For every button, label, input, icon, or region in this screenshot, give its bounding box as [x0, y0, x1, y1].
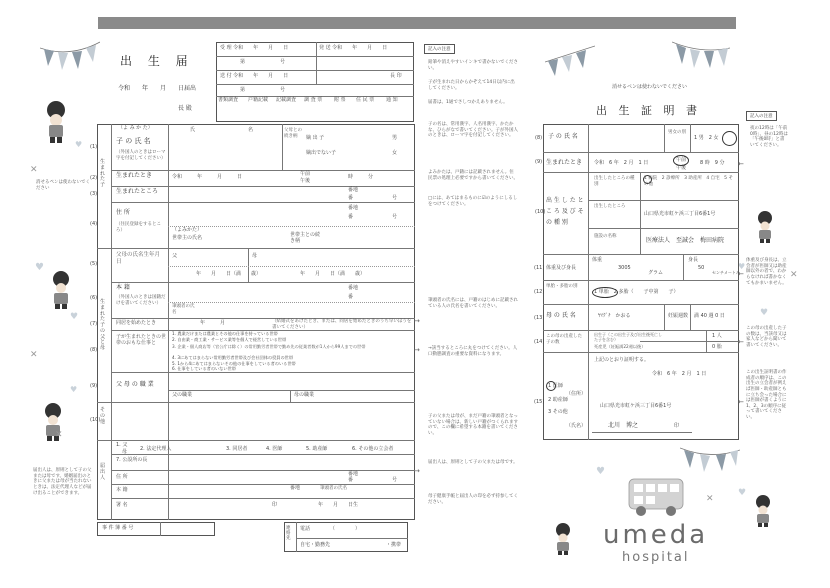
addressee: 長 殿: [178, 105, 192, 112]
cert-name-label: 子 の 氏 名: [548, 133, 578, 140]
guard-icon: [40, 100, 72, 144]
instruction-text: 鉛筆や消えやすいインキで書かないでください。: [428, 60, 518, 71]
reporter-option[interactable]: 1. 父: [116, 442, 128, 448]
arrow-icon: ←: [738, 270, 744, 278]
child-name-label: 子 の 氏 名: [116, 137, 151, 145]
case-number-label: 事 件 簿 番 号: [102, 525, 134, 531]
weight-key: 体重: [592, 257, 603, 263]
check-col: 書類調査: [218, 97, 239, 103]
check-col: 住 民 票: [356, 97, 375, 103]
check-col: 調 査 票: [304, 97, 323, 103]
gender-circle: [722, 131, 737, 146]
cert-gender-value[interactable]: 1 男 2 女: [694, 135, 719, 141]
bunting-decoration-right: [545, 44, 595, 80]
honseki-label: 本 籍: [116, 284, 130, 291]
banchi-label: 番地: [348, 205, 359, 211]
arrow-icon: ←: [738, 398, 744, 406]
arrow-icon: →: [414, 317, 420, 325]
banchi-label: 番地: [290, 485, 301, 491]
surname-col: 氏: [190, 127, 196, 133]
form-title: 出 生 届: [120, 54, 194, 68]
children-row: 死産児（妊娠満22週以後）: [594, 344, 646, 349]
bunting-decoration-right: [680, 446, 740, 478]
mother-name-label: 母 の 氏 名: [546, 312, 576, 319]
guard-icon: [750, 494, 776, 528]
yomikata-label: （よみかた）: [172, 227, 203, 233]
row-marker: (10): [90, 417, 101, 423]
instruction-text: 子の名は、常用漢字、人名用漢字、かたかな、ひらがなで書いてください。子が外国人のときは、ローマ字を付記してください。: [428, 122, 518, 139]
cert-note: 体重及び身長は、立会者が医師又は助産師以外の者で、わからなければ書かなくてもかまいません。: [746, 258, 787, 286]
mother-job-label: 母の職業: [294, 392, 315, 398]
gender-male[interactable]: 男: [392, 135, 398, 141]
relation-option-illegit[interactable]: 嫡出でない子: [306, 150, 337, 156]
instructions-label: 記入の注意: [424, 44, 455, 54]
doctor-circle: [546, 381, 556, 391]
occupation-option[interactable]: 5. 1から4にあてはまらないその他の仕事をしている者のいる世帯: [172, 361, 296, 366]
check-col: 記載調査: [276, 97, 297, 103]
cert-marker: (14): [534, 339, 545, 345]
section-other: そ の 他: [100, 407, 106, 425]
cert-gender-label: 男女の別: [668, 130, 686, 135]
reporter-address-label: 住 所: [116, 474, 128, 480]
birth-place-label: 生まれたところ: [116, 188, 159, 195]
relation-option-legit[interactable]: 嫡 出 子: [306, 135, 325, 141]
cert-name[interactable]: 北川 博之: [608, 422, 639, 429]
ban-label: 番: [348, 214, 354, 220]
pm-option[interactable]: 午後: [300, 178, 311, 184]
sparkle-icon: ✕: [30, 165, 38, 175]
facility-value[interactable]: 医療法人 至誠会 梅田病院: [646, 237, 725, 244]
children-label: この母の出産した子の数: [546, 334, 582, 345]
guard-icon: [550, 522, 576, 556]
multi-value[interactable]: 1 単胎 2 多胎（ 子中第 子）: [594, 289, 679, 295]
reception-number: 第 号: [240, 59, 286, 65]
cert-top-note: 消せるペンは使わないでください: [612, 84, 688, 90]
cohabit-note: （結婚式をあげたとき、または、同居を始めたときのうち早いほうを書いてください）: [272, 319, 412, 330]
reporter-option[interactable]: 6. その他の立会者: [352, 446, 394, 452]
hour-minute[interactable]: 時 分: [348, 174, 374, 180]
chief-seal: 長 印: [390, 73, 402, 79]
seal-mark: 印: [272, 502, 278, 508]
bunting-decoration-left: [40, 40, 100, 76]
multi-label: 単胎・多胎の別: [546, 284, 578, 289]
father-job-label: 父の職業: [172, 392, 193, 398]
cert-marker: (12): [534, 289, 545, 295]
instruction-text: 届出人は、原則として子の父または母です。: [428, 460, 518, 465]
instruction-text: →該当するところに丸をつけてください。人口動態調査の重要な資料になります。: [428, 346, 518, 357]
household-rel-label: 世帯主との続き柄: [290, 232, 321, 244]
am-circle: [673, 155, 689, 166]
father-label: 父: [172, 253, 178, 259]
mobile-label: ・携帯: [386, 542, 402, 548]
place-kind-label: 出生したところの種別: [594, 176, 635, 187]
cert-marker: (10): [535, 209, 546, 215]
relation-label: 父母との続き柄: [284, 128, 302, 139]
heart-icon: ♥: [760, 308, 769, 318]
heart-icon: ♥: [596, 466, 605, 477]
cert-marker: (11): [534, 265, 545, 271]
ban-label: 番: [348, 195, 354, 201]
guard-icon: [38, 402, 68, 442]
check-col: 通 知: [386, 97, 398, 103]
guard-icon: [46, 270, 76, 310]
arrow-icon: ←: [738, 160, 744, 168]
occupation-option[interactable]: 1. 農業だけまたは農業とその他の仕事を持っている世帯: [172, 331, 278, 336]
reception-box: [216, 42, 414, 122]
weight-height-label: 体重及び身長: [546, 265, 577, 271]
cert-marker: (8): [535, 135, 543, 141]
certifier-option[interactable]: 3 その他: [548, 409, 568, 415]
pregnancy-value[interactable]: 満 40 週 0 日: [694, 313, 725, 319]
children-value[interactable]: 1 人: [712, 333, 722, 339]
instruction-text: 子が生まれた日からかぞえて14日以内に出してください。: [428, 80, 515, 91]
heart-icon: ♥: [738, 488, 747, 498]
mother-name-value[interactable]: ﾔﾏｸﾞﾁ かおる: [598, 313, 631, 319]
reporter-honseki-label: 本 籍: [116, 487, 128, 493]
cert-marker: (15): [534, 399, 545, 405]
logo-name: umeda: [603, 520, 709, 550]
sent-number: 第 号: [240, 87, 286, 93]
cert-title: 出 生 証 明 書: [596, 104, 701, 117]
place-label: 出生したところ: [594, 204, 626, 209]
occupation-option[interactable]: 3. 企業・個人商店等（官公庁は除く）の常用勤労者世帯で勤め先の従業者数が1人から99人までの世帯: [172, 344, 366, 349]
row-marker: (3): [90, 191, 98, 197]
cert-name-label-2: （氏名）: [566, 423, 587, 429]
reporter-option[interactable]: 4. 医師: [266, 446, 283, 452]
single-circle: [592, 287, 618, 298]
cert-marker: (9): [535, 159, 543, 165]
weight-unit: グラム: [648, 270, 663, 276]
phone-value[interactable]: （ ）: [330, 526, 361, 532]
reception-line: 受 理 令和 年 月 日: [220, 45, 289, 51]
certifier-option[interactable]: 1 医師: [548, 383, 563, 389]
children-row: 出生子（この出生子及び出生後死亡した子を含む）: [594, 332, 662, 342]
cohabit-label: 同居を始めたとき: [116, 320, 157, 326]
cert-am[interactable]: 午前: [676, 157, 687, 163]
go-label: 号: [392, 214, 398, 220]
hospital-circle: [643, 175, 652, 184]
heart-icon: ♥: [35, 262, 44, 273]
banchi-label: 番地: [348, 187, 359, 193]
row-marker: (2): [90, 175, 98, 181]
address-label: 住 所: [116, 209, 130, 216]
sparkle-icon: ✕: [706, 494, 714, 504]
heart-icon: ♥: [75, 140, 83, 149]
mother-label: 母: [252, 253, 258, 259]
banchi-label: 番地: [348, 285, 359, 291]
go-label: 号: [392, 195, 398, 201]
reporter-option[interactable]: 3. 同居者: [226, 446, 248, 452]
phone-label: 電話: [300, 526, 311, 532]
cert-birth-date[interactable]: 令和 6 年 2 月 1 日: [594, 160, 649, 166]
dispatch-line: 発 送 令和 年 月 日: [319, 45, 388, 51]
head-name-label: 筆頭者の氏名: [320, 486, 347, 491]
gender-female[interactable]: 女: [392, 150, 398, 156]
children-value[interactable]: 0 胎: [712, 344, 722, 350]
cert-address[interactable]: 山口県光市虹ケ浜三丁目6番1号: [600, 403, 672, 409]
occupation-option[interactable]: 4. 3にあてはまらない常用勤労者世帯及び会社団体の役員の世帯: [172, 355, 294, 360]
row-marker: (1): [90, 144, 98, 150]
birth-time-value[interactable]: 令和 年 月 日: [172, 174, 243, 180]
weight-value[interactable]: 3005: [618, 265, 631, 271]
height-key: 身長: [688, 257, 699, 263]
arrow-icon: →: [414, 467, 420, 475]
householder-note: （住民登録をするところ）: [116, 222, 161, 233]
cert-statement: 上記のとおり証明する。: [594, 357, 650, 363]
heart-icon: ♥: [70, 385, 78, 394]
heart-icon: ♥: [738, 262, 746, 271]
reporter-note: 届出人は、原則として子の父または母です。婚姻届出のときに父または母が当たれないときは、法定代理人などが届け出ることができます。: [33, 468, 92, 496]
arrow-icon: ←: [738, 338, 744, 346]
father-birthdate[interactable]: 年 月 日（満 歳）: [196, 271, 262, 277]
instruction-text: □には、あてはまるものに☑のようにしるしをつけてください。: [428, 196, 518, 207]
reporter-option[interactable]: 5. 助産師: [306, 446, 328, 452]
section-reporter: 届 出 人: [100, 463, 106, 481]
contact-type: 自宅・勤務先: [300, 542, 331, 548]
reporter-birthdate[interactable]: 年 月 日生: [318, 502, 359, 508]
row-marker: (5): [90, 261, 98, 267]
parent-job-label: 父 母 の 職 業: [116, 381, 154, 388]
report-date: 令和 年 月 日届出: [118, 85, 197, 92]
occupation-option[interactable]: 2. 自由業・商工業・サービス業等を個人で経営している世帯: [172, 337, 287, 342]
arrow-icon: →: [414, 346, 420, 354]
section-child: 生 ま れ た 子: [100, 159, 106, 188]
am-option[interactable]: 午前: [300, 171, 311, 177]
banchi-label: 番地: [348, 471, 359, 477]
head-name-label: 筆頭者の氏名: [172, 304, 195, 315]
occupation-option[interactable]: 6. 仕事をしている者のいない世帯: [172, 366, 236, 371]
cert-date[interactable]: 令和 6 年 2 月 1 日: [652, 371, 707, 377]
heart-icon: ♥: [70, 312, 79, 322]
parents-name-label: 父母の氏名生年月日: [116, 252, 161, 265]
ban-label: 番: [348, 294, 354, 300]
birth-time-label: 生まれたとき: [116, 172, 153, 179]
row-marker: (4): [90, 221, 98, 227]
cert-pm[interactable]: 午後: [676, 165, 687, 171]
cert-hour[interactable]: 8 時 9 分: [700, 160, 725, 166]
contact-label: 連絡先: [286, 526, 291, 542]
sparkle-icon: ✕: [55, 430, 63, 440]
instruction-text: 届書は、1通でさしつかえありません。: [428, 100, 508, 105]
household-name-label: 世帯主の氏名: [172, 235, 203, 241]
left-margin-note: 消せるペンは使わないでください: [36, 180, 90, 191]
cert-seal: 印: [674, 423, 680, 429]
cert-marker: (13): [534, 315, 545, 321]
instruction-text: 母子健康手帳と届出人の印を必ず持参してください。: [428, 494, 518, 505]
instruction-text: よみかたは、戸籍には記載されません。住民票の処理上必要ですから書いてください。: [428, 170, 518, 181]
height-unit: センチメートル: [712, 270, 740, 275]
signature-label: 署 名: [116, 502, 128, 508]
mother-birthdate[interactable]: 年 月 日（満 歳）: [300, 271, 366, 277]
logo-sub: hospital: [622, 550, 690, 565]
bus-icon: [626, 476, 686, 518]
certifier-option[interactable]: 2 助産師: [548, 397, 568, 403]
cert-address-label: （住所）: [566, 391, 587, 397]
pregnancy-label: 妊娠週数: [668, 313, 689, 319]
cert-place-section: 出 生 し た と こ ろ 及 び そ の 種 別: [546, 197, 584, 226]
cert-note: 夜の12時は「午前0時」、昼の12時は「午後0時」と書いてください。: [750, 126, 788, 148]
reporter-option-public[interactable]: 7. 公設所の長: [116, 457, 148, 463]
row-marker: (9): [90, 383, 98, 389]
sparkle-icon: ✕: [790, 270, 798, 280]
sparkle-icon: ✕: [30, 350, 38, 360]
guard-icon: [752, 210, 778, 244]
reporter-option[interactable]: 2. 法定代理人: [140, 446, 172, 452]
height-value[interactable]: 50: [698, 265, 705, 271]
row-marker: (8): [90, 347, 98, 353]
ban-label: 番: [348, 477, 354, 483]
cert-birth-time-label: 生まれたとき: [546, 159, 583, 166]
facility-label: 施設の名称: [594, 234, 617, 239]
reporter-option-mother[interactable]: 母: [122, 449, 128, 455]
place-value[interactable]: 山口県光市虹ケ浜三丁目6番1号: [644, 211, 716, 217]
cohabit-value[interactable]: 年 月: [200, 320, 226, 326]
row-marker: (7): [90, 321, 98, 327]
top-bar: [98, 17, 736, 29]
sent-line: 送 付 令和 年 月 日: [220, 73, 289, 79]
check-col: 戸籍記載: [248, 97, 269, 103]
cert-instructions-label: 記入の注意: [746, 111, 777, 121]
check-col: 附 票: [334, 97, 346, 103]
occupation-label: 子が生まれたときの世帯のおもな仕事と: [116, 334, 167, 347]
given-name-col: 名: [248, 127, 254, 133]
furigana-label: （よ み か た）: [118, 125, 153, 131]
honseki-note: （外国人のときは国籍だけを書いてください）: [116, 295, 166, 306]
bunting-decoration-right: [672, 40, 730, 76]
section-parents: 生まれた子の父と母: [100, 299, 106, 351]
romaji-note: （外国人のときはローマ字を付記してください）: [116, 150, 166, 161]
cert-note: この母の出産した子の数は、当該母又は家人などから聞いて書いてください。: [746, 326, 787, 348]
cert-note: この出生証明書の作成者の順序は、この出生の立会者が例えば医師・助産師ともに立ち会った場合には医師が書くように1、2、3の順序に従って書いてください。: [746, 370, 787, 420]
instruction-text: 子の父または母が、まだ戸籍の筆頭者となっていない場合は、新しい戸籍がつくられますので、この欄に希望する本籍を書いてください。: [428, 414, 518, 436]
instruction-text: 筆頭者の氏名には、戸籍のはじめに記載されている人の氏名を書いてください。: [428, 298, 518, 309]
place-kind-options[interactable]: 1 病院 2 診療所 3 助産所 4 自宅 5 その他: [644, 176, 733, 187]
row-marker: (6): [90, 295, 98, 301]
go-label: 号: [392, 477, 398, 483]
